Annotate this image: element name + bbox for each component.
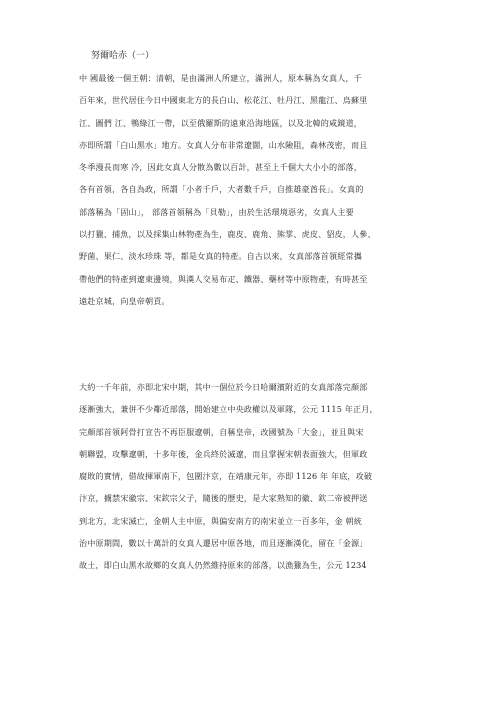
text-line: 汴京，擄禁宋徽宗、宋欽宗父子，隨後的歷史，是大家熟知的徽、欽二帝被押送 — [79, 493, 368, 504]
text-line: 野菌、果仁、淡水珍珠 等，都是女真的特產。自古以來，女真部落首領經常攜 — [79, 251, 363, 262]
text-line: 中 國最後一個王朝：清朝，是由滿洲人所建立，滿洲人，原本稱為女真人，千 — [79, 73, 363, 83]
text-line: 治中原期間，數以十萬計的女真人遷居中原各地，而且逐漸漢化，留在「金源」 — [79, 538, 368, 549]
text-line: 朝聯盟，攻擊遼朝，十多年後，金兵終於滅遼，而且掌握宋朝表面強大，但軍政 — [79, 448, 368, 459]
paragraph-1 — [79, 67, 415, 312]
text-line: 以打獵、捕魚，以及採集山林物產為生，鹿皮、鹿角、熊掌、虎皮、貂皮，人參、 — [79, 229, 376, 240]
text-line: 各有首領，各自為政，所謂「小者千戶，大者數千戶，自推雄豪酋長」。女真的 — [79, 184, 364, 195]
text-line: 冬季漫長而寒 冷，因此女真人分散為數以百計，甚至上千個大大小小的部落， — [79, 162, 363, 173]
text-line: 亦即所謂「白山黑水」地方。女真人分布非常遼闊，山水險阻，森林茂密，而且 — [79, 139, 368, 150]
text-line: 腐敗的實情，借故揮軍南下，包圍汴京，在靖康元年，亦即 1126 年 年底，攻破 — [79, 471, 373, 482]
document-title: 努爾哈赤（一） — [91, 51, 155, 61]
text-line: 部落稱為「固山」， 部落首領稱為「貝勒」，由於生活環境惡劣，女真人主要 — [79, 206, 354, 217]
text-line: 到北方，北宋滅亡，金朝人主中原，與偏安南方的南宋並立一百多年，金 朝統 — [79, 515, 363, 526]
text-line: 完顏部首領阿骨打宣告不再臣服遼朝，自稱皇帝，改國號為「大金」，並且與宋 — [79, 426, 364, 437]
text-line: 江、圖們 江、鴨綠江一帶，以至俄羅斯的遠東沿海地區，以及北韓的咸鏡道， — [79, 117, 363, 128]
text-line: 帶他們的特產到遼東邊境，與漢人交易布疋、鐵器、藥材等中原物產，有時甚至 — [79, 273, 368, 284]
text-line: 大約一千年前，亦即北宋中期，其中一個位於今日哈爾濱附近的女真部落完顏部 — [79, 382, 368, 392]
paragraph-2 — [79, 376, 415, 577]
text-line: 遠赴京城，向皇帝朝貢。 — [79, 295, 170, 306]
text-line: 百年來，世代居住今日中國東北方的長白山、松花江、牡丹江、黑龍江、烏蘇里 — [79, 95, 368, 106]
text-line: 故土，即白山黑水故鄉的女真人仍然維持原來的部落，以漁獵為生，公元 1234 — [79, 560, 367, 571]
text-line: 逐漸強大，兼併不少鄰近部落，開始建立中央政權以及軍隊，公元 1115 年正月， — [79, 404, 378, 415]
